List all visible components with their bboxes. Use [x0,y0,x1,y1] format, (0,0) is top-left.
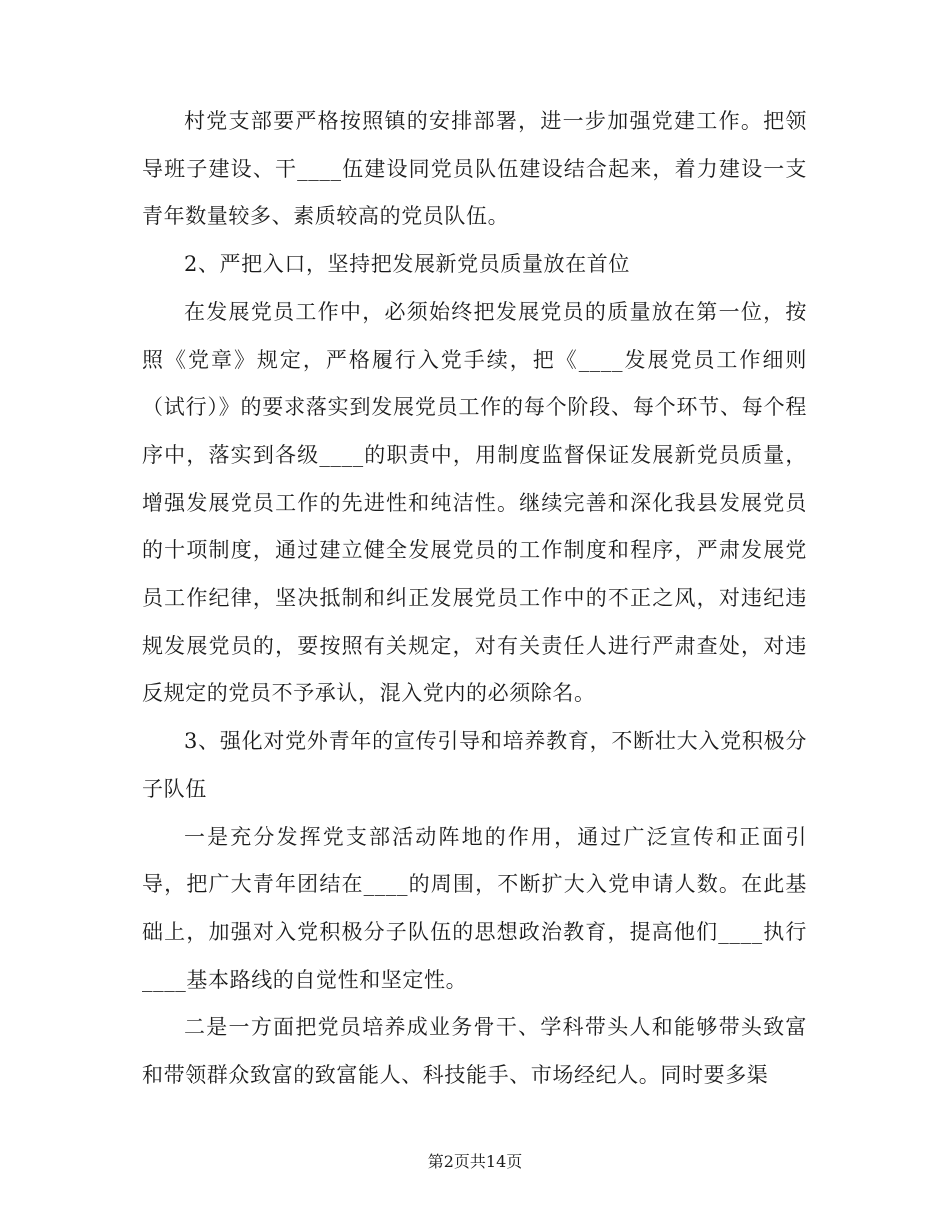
paragraph-party-building: 村党支部要严格按照镇的安排部署，进一步加强党建工作。把领导班子建设、干____伍建设同党员队伍建设结合起来，着力建设一支青年数量较多、素质较高的党员队伍。 [142,109,807,229]
document-body [142,98,807,1100]
heading-youth-education: 3、强化对党外青年的宣传引导和培养教育，不断壮大入党积极分子队伍 [142,729,807,801]
page-number-footer: 第2页共14页 [427,1152,523,1171]
paragraph-first-point: 一是充分发挥党支部活动阵地的作用，通过广泛宣传和正面引导，把广大青年团结在____的周围，不断扩大入党申请人数。在此基础上，加强对入党积极分子队伍的思想政治教育，提高他们____执行____基本路线的自觉性和坚定性。 [142,824,807,992]
heading-strict-entry: 2、严把入口，坚持把发展新党员质量放在首位 [184,252,630,277]
paragraph-second-point: 二是一方面把党员培养成业务骨干、学科带头人和能够带头致富和带领群众致富的致富能人、科技能手、市场经纪人。同时要多渠 [142,1015,807,1088]
paragraph-member-quality: 在发展党员工作中，必须始终把发展党员的质量放在第一位，按照《党章》规定，严格履行入党手续，把《____发展党员工作细则（试行）》的要求落实到发展党员工作的每个阶段、每个环节、每个程序中，落实到各级____的职责中，用制度监督保证发展新党员质量，增强发展党员工作的先进性和纯洁性。继续完善和深化我县发展党员的十项制度，通过建立健全发展党员的工作制度和程序，严肃发展党员工作纪律，坚决抵制和纠正发展党员工作中的不正之风，对违纪违规发展党员的，要按照有关规定，对有关责任人进行严肃查处，对违反规定的党员不予承认，混入党内的必须除名。 [142,299,807,706]
